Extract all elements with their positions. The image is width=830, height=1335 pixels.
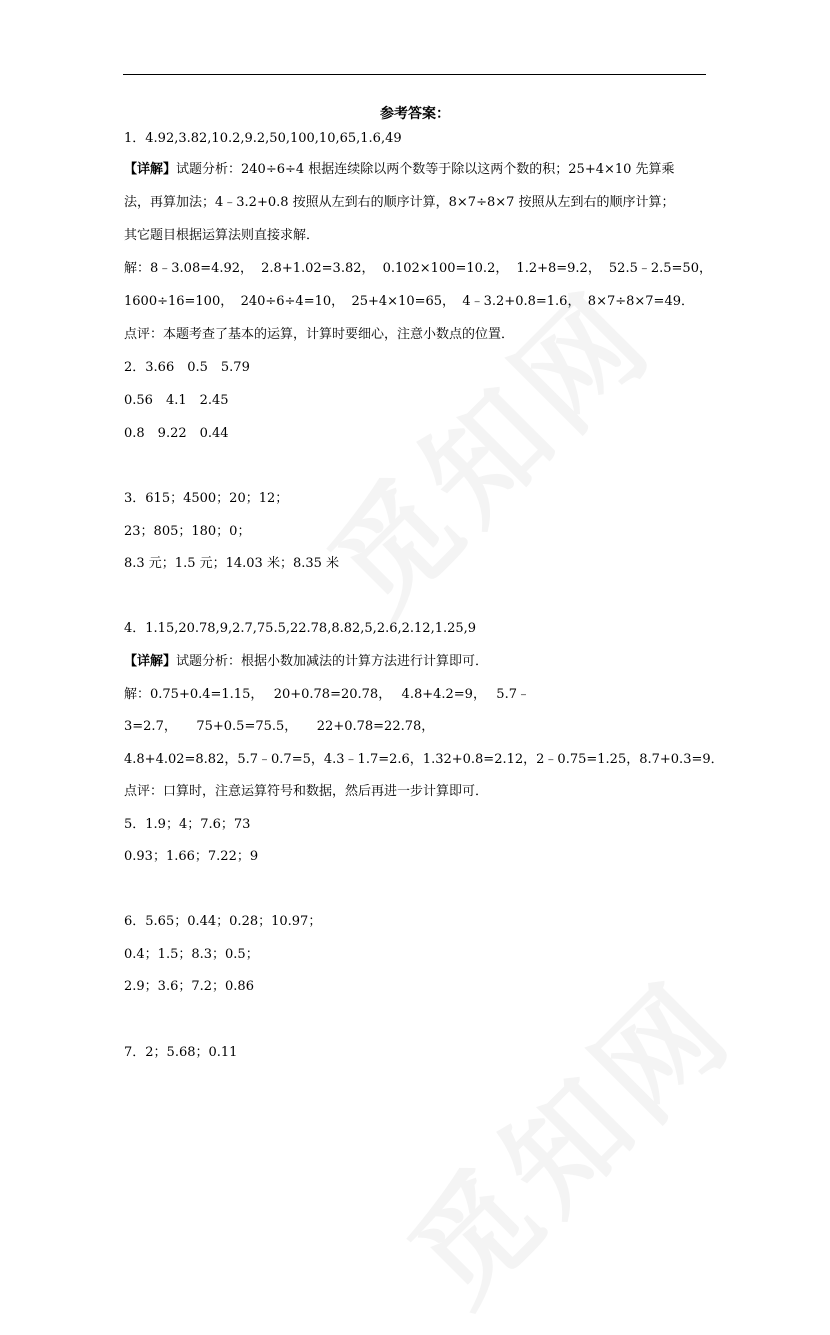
answer-2-line: 2．3.66 0.5 5.79 [124,360,250,375]
answer-6-line: 6．5.65；0.44；0.28；10.97； [124,914,322,929]
answer-6-row3: 2.9；3.6；7.2；0.86 [124,979,254,994]
answer-4-detail [124,653,488,671]
header-rule [123,74,706,75]
detail-tag: 【详解】 [124,654,177,669]
answer-1-detail [124,161,675,179]
solution-item: 8.7+0.3=9． [639,752,724,767]
solution-item: 20+0.78=20.78， [273,687,392,702]
solution-item: 1.32+0.8=2.12， [422,752,537,767]
solution-item: 2﹣0.75=1.25， [536,752,640,767]
answer-5-line: 5．1.9；4；7.6；73 [124,817,251,832]
solution-item: 8×7÷8×7=49． [587,294,694,309]
detail-text: 试题分析：根据小数加减法的计算方法进行计算即可． [176,654,489,669]
solution-item: 4.8+4.02=8.82， [124,752,238,767]
solution-item: 解：8﹣3.08=4.92， [124,261,254,276]
detail-tag: 【详解】 [124,162,177,177]
solution-item: 240÷6÷4=10， [240,294,345,309]
answer-3-line: 3．615；4500；20；12； [124,491,289,506]
solution-item: 5.7﹣ [496,687,530,702]
answer-2-row3: 0.8 9.22 0.44 [124,426,229,441]
answer-1-detail-end: 其它题目根据运算法则直接求解． [124,228,320,243]
solution-item: 0.102×100=10.2， [382,261,509,276]
solution-item: 4.3﹣1.7=2.6， [323,752,423,767]
answer-4-solution-row1 [124,686,530,704]
answer-6-row2: 0.4；1.5；8.3；0.5； [124,947,259,962]
solution-item: 2.8+1.02=3.82， [261,261,375,276]
solution-item: 25+4×10=65， [351,294,456,309]
solution-item: 1600÷16=100， [124,294,234,309]
answer-4-solution-row2: 3=2.7， 75+0.5=75.5， 22+0.78=22.78， [124,719,435,734]
solution-item: 4﹣3.2+0.8=1.6， [462,294,581,309]
answer-4-comment: 点评：口算时，注意运算符号和数据，然后再进一步计算即可． [124,784,489,799]
solution-item: 4.8+4.2=9， [401,687,486,702]
answer-1-line: 1．4.92,3.82,10.2,9.2,50,100,10,65,1.6,49 [124,131,402,146]
detail-text: 试题分析：240÷6÷4 根据连续除以两个数等于除以这两个数的积；25+4×10 先算乘 [176,162,675,177]
answer-1-solution-row1 [124,260,712,278]
answer-3-row3: 8.3 元；1.5 元；14.03 米；8.35 米 [124,556,340,571]
answer-2-row2: 0.56 4.1 2.45 [124,393,229,408]
solution-item: 5.7﹣0.7=5， [237,752,324,767]
solution-item: 52.5﹣2.5=50， [608,261,712,276]
answer-1-detail-cont: 法，再算加法；4﹣3.2+0.8 按照从左到右的顺序计算，8×7÷8×7 按照从左到右的顺序计算； [124,195,675,210]
answer-7-line: 7．2；5.68；0.11 [124,1045,238,1060]
answer-4-line: 4．1.15,20.78,9,2.7,75.5,22.78,8.82,5,2.6,2.12,1.25,9 [124,621,477,636]
solution-item: 解：0.75+0.4=1.15， [124,687,264,702]
watermark-lower [366,937,763,1334]
answer-1-solution-row2 [124,293,694,311]
answer-5-row2: 0.93；1.66；7.22；9 [124,849,259,864]
answer-4-solution-row3 [124,751,724,769]
answer-1-comment: 点评：本题考查了基本的运算，计算时要细心，注意小数点的位置． [124,327,515,342]
answer-3-row2: 23；805；180；0； [124,524,251,539]
page-title: 参考答案： [380,106,450,122]
solution-item: 1.2+8=9.2， [516,261,601,276]
